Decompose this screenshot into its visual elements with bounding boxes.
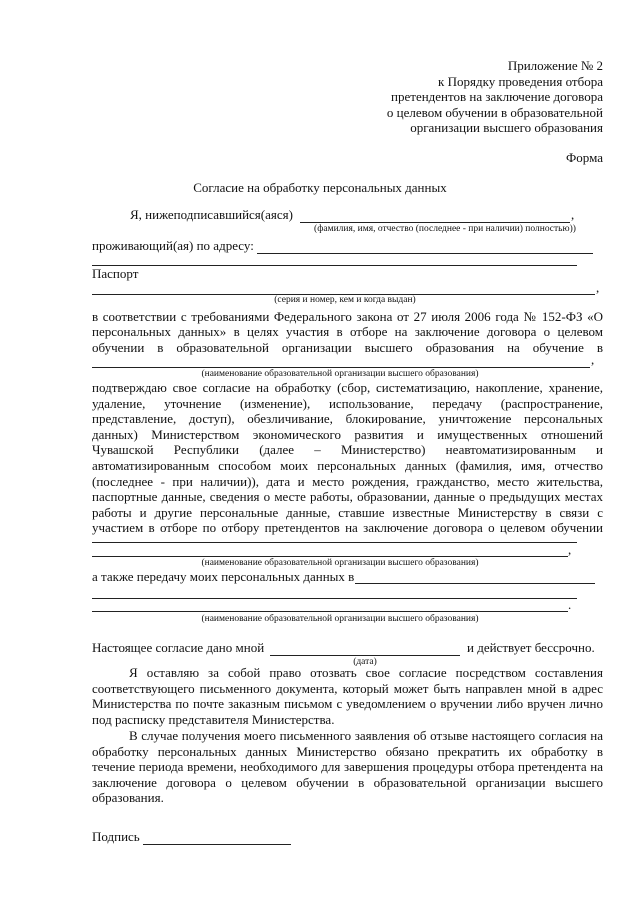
cease-line: В случае получения моего письменного заявления об отзыве настоящего согласия на [129, 728, 603, 743]
consent-line: подтверждаю свое согласие на обработку (сбор, систематизацию, накопление, хранение, [92, 380, 603, 395]
org2-field-1[interactable] [92, 542, 577, 543]
caption-passport: (серия и номер, кем и когда выдан) [274, 295, 416, 305]
basis-line: персональных данных» в целях участия в отборе на заключение договора о целевом [92, 324, 603, 340]
org3-field-1[interactable] [355, 583, 595, 584]
caption-date: (дата) [353, 657, 377, 667]
basis-line: обучении в образовательной организации высшего образования на обучение в [92, 339, 603, 355]
address-field-2[interactable] [92, 265, 577, 266]
org3-field-2[interactable] [92, 598, 577, 599]
consent-line: Чувашской Республики (далее – Министерство) неавтоматизированным и [92, 442, 603, 458]
given-prefix: Настоящее согласие дано мной [92, 640, 265, 655]
appendix-header [387, 58, 603, 136]
org2-suffix: , [568, 542, 572, 557]
signer-name-field[interactable] [300, 222, 570, 223]
org1-field[interactable] [92, 367, 590, 368]
consent-line: удаление, уточнение (изменение), использование, передачу (распространение, [92, 395, 603, 411]
basis-line: в соответствии с требованиями Федерального закона от 27 июля 2006 года № 152-ФЗ «О [92, 309, 603, 324]
caption-org1: (наименование образовательной организации высшего образования) [201, 369, 479, 379]
cease-line: образования. [92, 790, 164, 806]
appendix-line: Приложение № 2 [507, 58, 603, 73]
consent-line: представление, доступ), обезличивание, блокирование, уничтожение персональных [92, 411, 603, 427]
given-suffix: и действует бессрочно. [467, 640, 595, 655]
appendix-line: претендентов на заключение договора [391, 89, 603, 105]
org3-field-3[interactable] [92, 611, 568, 612]
revoke-line: Министерства по почте заказным письмом с уведомлением о вручении либо вручен лично [92, 696, 603, 712]
revoke-line: соответствующего письменного документа, который может быть направлен мной в адрес [92, 680, 603, 696]
passport-suffix: , [596, 280, 600, 295]
cease-line: течение периода времени, необходимого для завершения процедуры отбора претендента на [92, 759, 603, 775]
org1-suffix: , [591, 352, 595, 367]
signer-suffix: , [571, 207, 575, 222]
signer-prefix: Я, нижеподписавшийся(аяся) [130, 207, 293, 222]
consent-line: участием в отборе по отбору претендентов на заключение договора о целевом обучении [92, 520, 603, 536]
revoke-line: под расписку представителя Министерства. [92, 711, 335, 727]
document-title: Согласие на обработку персональных данных [193, 180, 447, 195]
appendix-line: к Порядку проведения отбора [438, 73, 603, 89]
cease-line: обработку персональных данных Министерство обязано прекратить их обработку в [92, 743, 603, 759]
consent-line: паспортные данные, сведения о месте работы, образовании, данные о предыдущих местах [92, 489, 603, 505]
org2-field-2[interactable] [92, 556, 568, 557]
address-field-1[interactable] [257, 253, 593, 254]
basis-paragraph [92, 309, 603, 355]
org3-suffix: . [568, 597, 572, 612]
appendix-line: организации высшего образования [410, 120, 603, 136]
signature-label: Подпись [92, 829, 140, 844]
passport-label: Паспорт [92, 266, 139, 281]
form-label: Форма [566, 150, 603, 165]
consent-line: работы и другие персональные данные, ставшие известные Министерству в связи с [92, 504, 603, 520]
consent-line: данных) Министерством экономического развития и имущественных отношений [92, 426, 603, 442]
signature-field[interactable] [143, 844, 291, 845]
address-label: проживающий(ая) по адресу: [92, 238, 254, 253]
appendix-line: о целевом обучении в образовательной [386, 104, 603, 120]
date-field[interactable] [270, 655, 460, 656]
cease-line: заключение договора о целевом обучении в образовательной организации высшего [92, 774, 603, 790]
consent-paragraph [92, 380, 603, 536]
caption-org3: (наименование образовательной организации высшего образования) [201, 614, 479, 624]
cease-paragraph [92, 728, 603, 806]
revoke-paragraph [92, 665, 603, 727]
revoke-line: Я оставляю за собой право отозвать свое согласие посредством составления [129, 665, 603, 680]
transfer-label: а также передачу моих персональных данных в [92, 569, 355, 584]
caption-fio: (фамилия, имя, отчество (последнее - при наличии) полностью)) [314, 224, 576, 234]
consent-line: (последнее - при наличии)), дата и место рождения, гражданство, место жительства, [92, 473, 603, 489]
consent-line: автоматизированным способом моих персональных данных (фамилия, имя, отчество [92, 457, 603, 473]
caption-org2: (наименование образовательной организации высшего образования) [201, 558, 479, 568]
